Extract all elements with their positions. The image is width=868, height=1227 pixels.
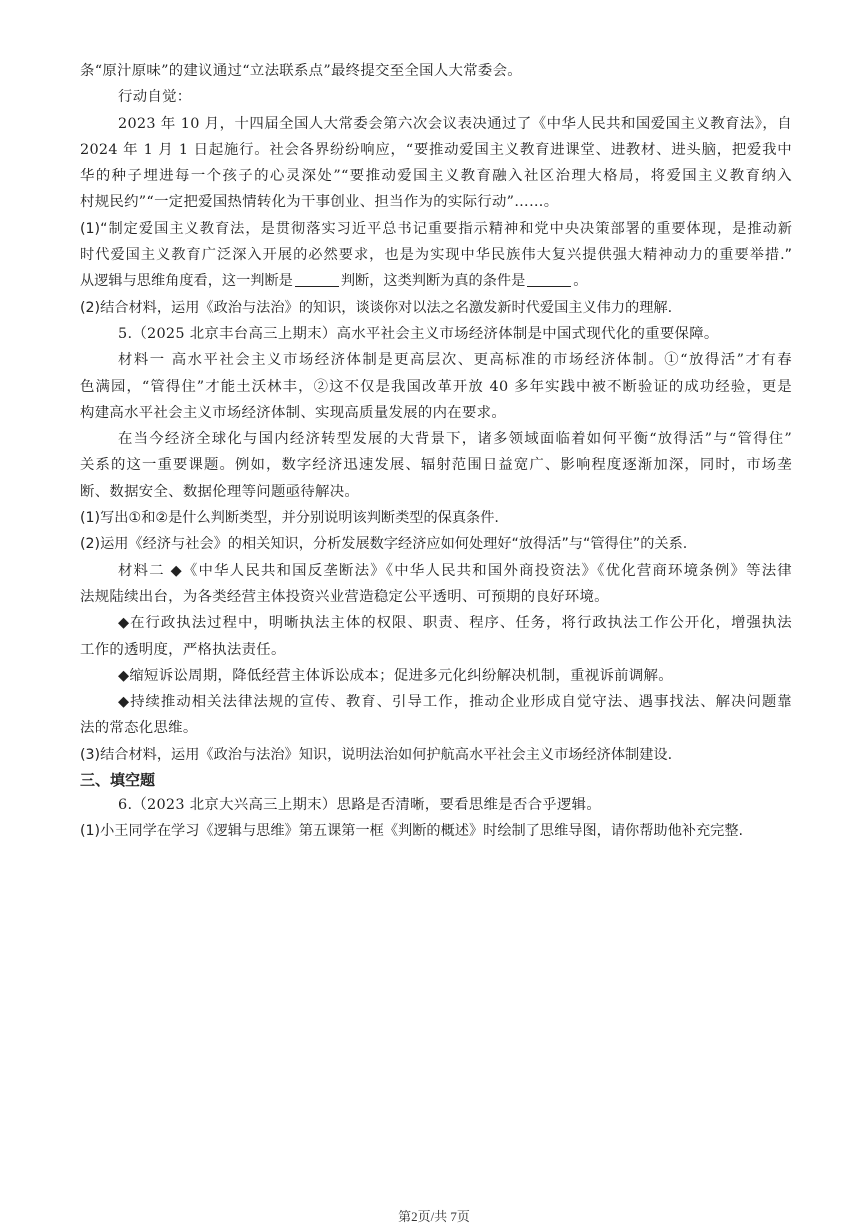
- text-line: 材料二 ◆《中华人民共和国反垄断法》《中华人民共和国外商投资法》《优化营商环境条例》等法律: [118, 562, 792, 579]
- text-line: 材料一 高水平社会主义市场经济体制是更高层次、更高标准的市场经济体制。①“放得活”才有春: [118, 352, 792, 369]
- question-line: (1)“制定爱国主义教育法，是贯彻落实习近平总书记重要指示精神和党中央决策部署的重要体现，是推动新: [80, 220, 792, 237]
- text-line: 条“原汁原味”的建议通过“立法联系点”最终提交至全国人大常委会。: [80, 63, 522, 79]
- document-body: [80, 58, 792, 845]
- page-number: 第2页/共 7页: [398, 1209, 470, 1224]
- text-line: 工作的透明度，严格执法责任。: [80, 641, 286, 658]
- text-line: ◆持续推动相关法律法规的宣传、教育、引导工作，推动企业形成自觉守法、遇事找法、解决问题靠: [118, 694, 792, 711]
- text-line: 关系的这一重要课题。例如，数字经济迅速发展、辐射范围日益宽广、影响程度逐渐加深，同时，市场垄: [80, 457, 792, 474]
- text-line: 村规民约”“一定把爱国热情转化为干事创业、担当作为的实际行动”……。: [80, 194, 559, 211]
- question-line: (1)小王同学在学习《逻辑与思维》第五课第一框《判断的概述》时绘制了思维导图，请你帮助他补充完整.: [80, 823, 744, 840]
- text-line: 构建高水平社会主义市场经济体制、实现高质量发展的内在要求。: [80, 404, 507, 421]
- answer-blank[interactable]: [527, 272, 571, 287]
- question-line: (1)写出①和②是什么判断类型，并分别说明该判断类型的保真条件.: [80, 510, 499, 527]
- question-text: 判断，这类判断为真的条件是: [340, 273, 526, 290]
- question-header: 6.（2023 北京大兴高三上期末）思路是否清晰，要看思维是否合乎逻辑。: [118, 797, 602, 814]
- text-line: 断、数据安全、数据伦理等问题亟待解决。: [80, 483, 360, 500]
- text-line: ◆在行政执法过程中，明晰执法主体的权限、职责、程序、任务，将行政执法工作公开化，增强执法: [118, 615, 792, 632]
- text-line: ◆缩短诉讼周期，降低经营主体诉讼成本；促进多元化纠纷解决机制，重视诉前调解。: [118, 667, 673, 684]
- section-heading: 三、填空题: [80, 771, 156, 790]
- text-line: 在当今经济全球化与国内经济转型发展的大背景下，诸多领域面临着如何平衡“放得活”与“管得住”: [118, 431, 792, 448]
- text-line: 法的常态化思维。: [80, 720, 198, 737]
- text-line: 华的种子埋进每一个孩子的心灵深处”“要推动爱国主义教育融入社区治理大格局，将爱国主义教育纳入: [80, 168, 792, 185]
- question-line: (2)运用《经济与社会》的相关知识，分析发展数字经济应如何处理好“放得活”与“管得住”的关系.: [80, 536, 688, 553]
- question-line: [80, 268, 792, 294]
- text-line: 行动自觉：: [118, 89, 192, 106]
- text-line: 2023 年 10 月，十四届全国人大常委会第六次会议表决通过了《中华人民共和国爱国主义教育法》，自: [118, 115, 792, 132]
- text-line: 色满园，“管得住”才能土沃林丰，②这不仅是我国改革开放 40 多年实践中被不断验证的成功经验，更是: [80, 378, 792, 395]
- question-text: 。: [573, 273, 588, 290]
- answer-blank[interactable]: [295, 272, 339, 287]
- question-header: 5.（2025 北京丰台高三上期末）高水平社会主义市场经济体制是中国式现代化的重要保障。: [118, 325, 719, 342]
- text-line: 法规陆续出台，为各类经营主体投资兴业营造稳定公平透明、可预期的良好环境。: [80, 588, 609, 605]
- question-line: (2)结合材料，运用《政治与法治》的知识，谈谈你对以法之名激发新时代爱国主义伟力的理解.: [80, 299, 673, 316]
- question-text: 从逻辑与思维角度看，这一判断是: [80, 273, 293, 290]
- text-line: 2024 年 1 月 1 日起施行。社会各界纷纷响应，“要推动爱国主义教育进课堂、进教材、进头脑，把爱我中: [80, 141, 792, 158]
- question-line: 时代爱国主义教育广泛深入开展的必然要求，也是为实现中华民族伟大复兴提供强大精神动力的重要举措.”: [80, 247, 792, 264]
- question-line: (3)结合材料，运用《政治与法治》知识，说明法治如何护航高水平社会主义市场经济体制建设.: [80, 746, 673, 763]
